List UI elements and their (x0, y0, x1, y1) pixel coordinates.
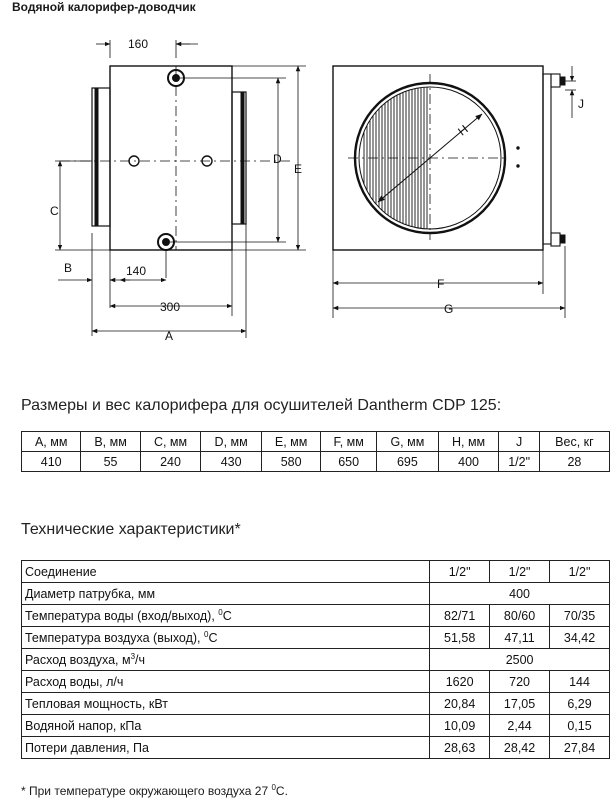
table-cell: 55 (81, 452, 140, 472)
dimensions-caption: Размеры и вес калорифера для осушителей Dantherm CDP 125: (21, 397, 502, 414)
cell-value: 34,42 (550, 627, 610, 649)
row-label-water-head: Водяной напор, кПа (22, 715, 430, 737)
table-cell: 650 (321, 452, 377, 472)
table-cell: 1/2" (499, 452, 539, 472)
column-header: C, мм (140, 432, 201, 452)
cell-value: 20,84 (430, 693, 490, 715)
cell-value: 1/2" (550, 561, 610, 583)
table-row (22, 715, 610, 737)
table-row (22, 649, 610, 671)
tech-table (21, 560, 610, 759)
dim-label-140: 140 (126, 264, 147, 278)
column-header: F, мм (321, 432, 377, 452)
dim-label-d: D (273, 152, 282, 166)
cell-value: 144 (550, 671, 610, 693)
column-header: H, мм (438, 432, 499, 452)
cell-value: 82/71 (430, 605, 490, 627)
dimensions-table (21, 431, 610, 472)
cell-value: 1/2" (490, 561, 550, 583)
dim-label-a: A (165, 329, 174, 343)
dim-label-b: B (64, 261, 73, 275)
cell-value: 47,11 (490, 627, 550, 649)
front-view (333, 66, 565, 250)
column-header: B, мм (81, 432, 140, 452)
cell-value: 720 (490, 671, 550, 693)
row-label-water-flow: Расход воды, л/ч (22, 671, 430, 693)
cell-value: 28,63 (430, 737, 490, 759)
dim-label-j: J (578, 97, 584, 111)
row-label-air-temp: Температура воздуха (выход), $^0$С (22, 627, 430, 649)
cell-value: 400 (430, 583, 610, 605)
cell-value: 70/35 (550, 605, 610, 627)
column-header: J (499, 432, 539, 452)
row-label-pressure-loss: Потери давления, Па (22, 737, 430, 759)
cell-value: 28,42 (490, 737, 550, 759)
row-label-air-flow: Расход воздуха, $м^3/ч$ (22, 649, 430, 671)
column-header: D, мм (201, 432, 262, 452)
dimensions-value-row (22, 452, 610, 472)
dim-label-c: C (50, 204, 59, 218)
cell-value: 51,58 (430, 627, 490, 649)
cell-value: 10,09 (430, 715, 490, 737)
side-view (60, 66, 290, 250)
tech-caption: Технические характеристики* (21, 521, 241, 538)
table-cell: 580 (261, 452, 320, 472)
column-header: A, мм (22, 432, 81, 452)
table-cell: 240 (140, 452, 201, 472)
column-header: Вес, кг (539, 432, 609, 452)
dim-label-e: E (294, 162, 303, 176)
table-row (22, 583, 610, 605)
dim-label-g: G (444, 302, 454, 316)
table-cell: 28 (539, 452, 609, 472)
table-row (22, 561, 610, 583)
cell-value: 1/2" (430, 561, 490, 583)
column-header: G, мм (376, 432, 438, 452)
table-row (22, 693, 610, 715)
footnote: * При температуре окружающего воздуха 27 $^0$С. (21, 783, 288, 798)
dimensions-header-row (22, 432, 610, 452)
dim-label-300: 300 (160, 300, 181, 314)
cell-value: 6,29 (550, 693, 610, 715)
table-cell: 400 (438, 452, 499, 472)
row-label-pipe-diameter: Диаметр патрубка, мм (22, 583, 430, 605)
table-cell: 430 (201, 452, 262, 472)
row-label-heat-power: Тепловая мощность, кВт (22, 693, 430, 715)
cell-value: 2,44 (490, 715, 550, 737)
row-label-connection: Соединение (22, 561, 430, 583)
technical-drawing (0, 18, 611, 348)
cell-value: 17,05 (490, 693, 550, 715)
table-row (22, 671, 610, 693)
dim-label-h: H (455, 122, 471, 139)
table-row (22, 605, 610, 627)
table-cell: 695 (376, 452, 438, 472)
table-cell: 410 (22, 452, 81, 472)
cell-value: 0,15 (550, 715, 610, 737)
cell-value: 27,84 (550, 737, 610, 759)
dim-label-f: F (437, 277, 445, 291)
cell-value: 80/60 (490, 605, 550, 627)
cell-value: 2500 (430, 649, 610, 671)
table-row (22, 627, 610, 649)
dim-label-160: 160 (128, 37, 149, 51)
page-title: Водяной калорифер-доводчик (12, 0, 196, 14)
table-row (22, 737, 610, 759)
row-label-water-temp: Температура воды (вход/выход), $^0$С (22, 605, 430, 627)
column-header: E, мм (261, 432, 320, 452)
cell-value: 1620 (430, 671, 490, 693)
